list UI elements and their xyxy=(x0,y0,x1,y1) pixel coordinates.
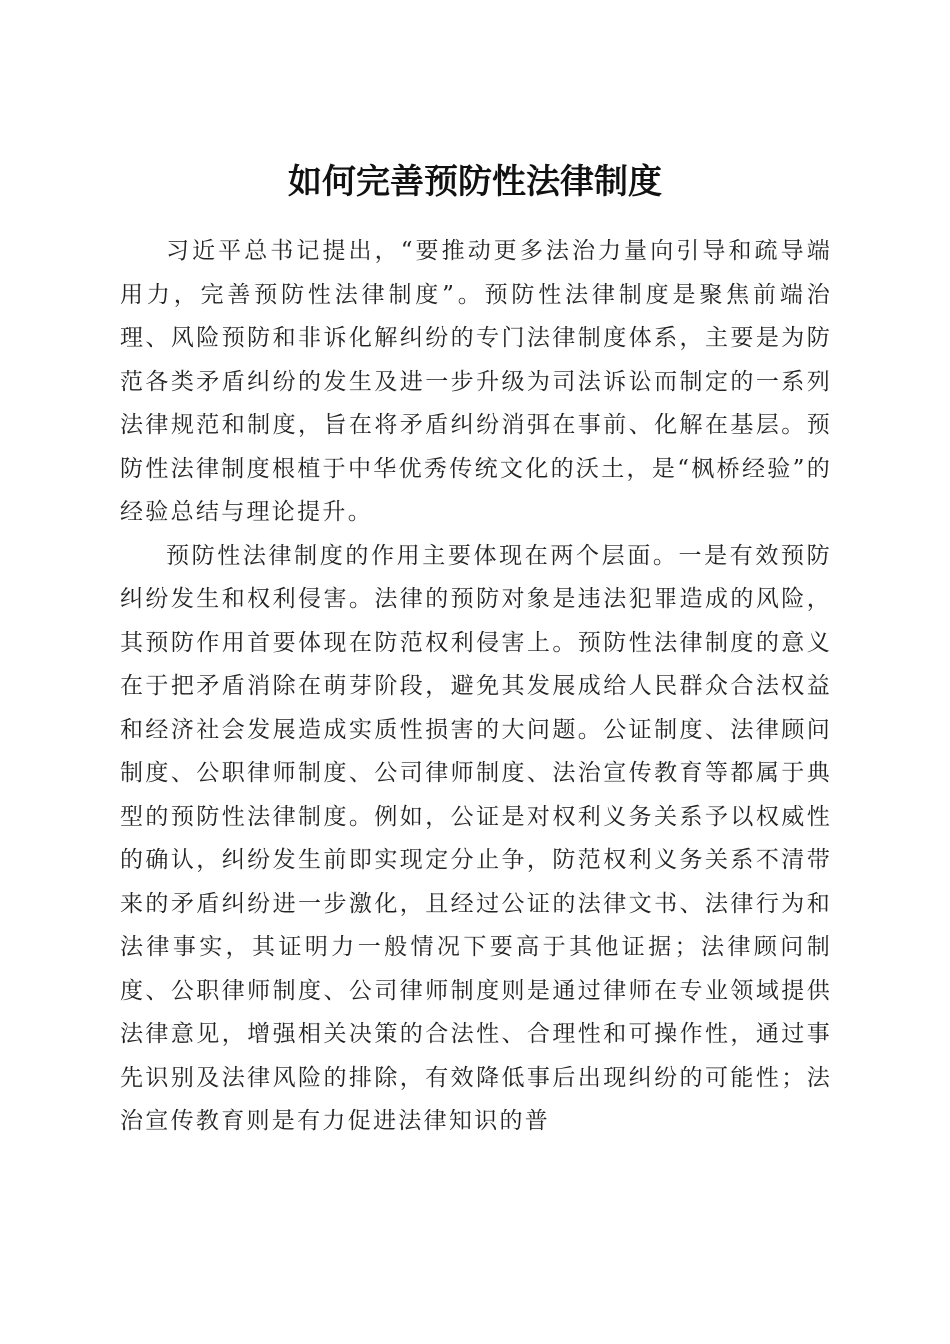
document-body xyxy=(120,230,832,1144)
paragraph-2: 预防性法律制度的作用主要体现在两个层面。一是有效预防纠纷发生和权利侵害。法律的预防对象是违法犯罪造成的风险，其预防作用首要体现在防范权利侵害上。预防性法律制度的意义在于把矛盾消除在萌芽阶段，避免其发展成给人民群众合法权益和经济社会发展造成实质性损害的大问题。公证制度、法律顾问制度、公职律师制度、公司律师制度、法治宣传教育等都属于典型的预防性法律制度。例如，公证是对权利义务关系予以权威性的确认，纠纷发生前即实现定分止争，防范权利义务关系不清带来的矛盾纠纷进一步激化，且经过公证的法律文书、法律行为和法律事实，其证明力一般情况下要高于其他证据；法律顾问制度、公职律师制度、公司律师制度则是通过律师在专业领域提供法律意见，增强相关决策的合法性、合理性和可操作性，通过事先识别及法律风险的排除，有效降低事后出现纠纷的可能性；法治宣传教育则是有力促进法律知识的普 xyxy=(120,542,832,1134)
document-title: 如何完善预防性法律制度 xyxy=(288,161,662,202)
paragraph-1: 习近平总书记提出，“要推动更多法治力量向引导和疏导端用力，完善预防性法律制度”。预防性法律制度是聚焦前端治理、风险预防和非诉化解纠纷的专门法律制度体系，主要是为防范各类矛盾纠纷的发生及进一步升级为司法诉讼而制定的一系列法律规范和制度，旨在将矛盾纠纷消弭在事前、化解在基层。预防性法律制度根植于中华优秀传统文化的沃土，是“枫桥经验”的经验总结与理论提升。 xyxy=(120,238,832,525)
